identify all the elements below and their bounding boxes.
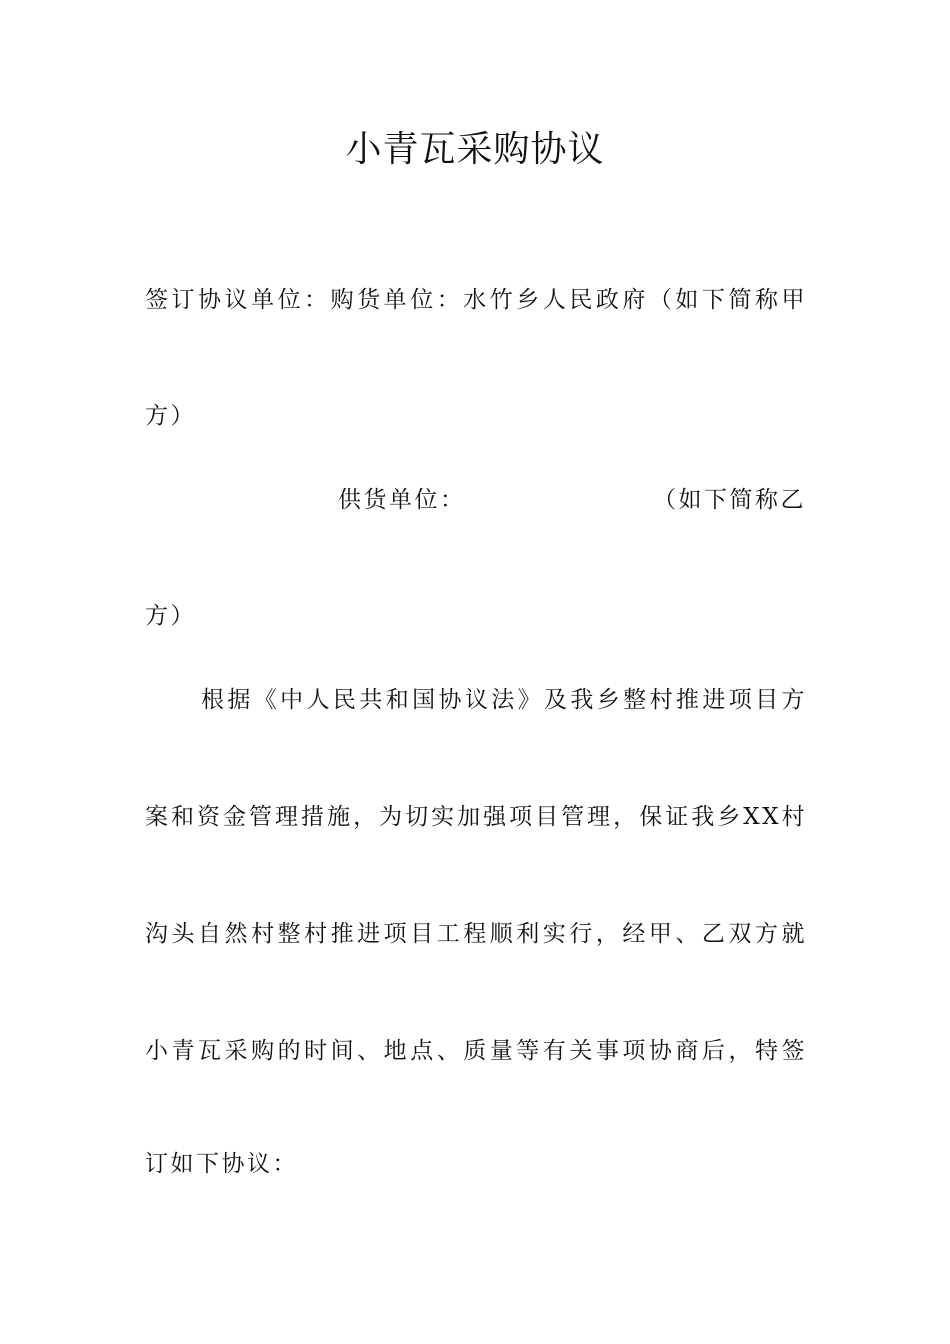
supplier-suffix: （如下简称乙: [653, 487, 806, 513]
document-title: 小青瓦采购协议: [345, 129, 605, 170]
supplier-label: 供货单位：: [338, 487, 466, 513]
text-line-parties: 签订协议单位：购货单位：水竹乡人民政府（如下简称甲: [145, 287, 807, 313]
paragraph-line-5: 订如下协议：: [145, 1151, 298, 1177]
paragraph-line-1: 根据《中人民共和国协议法》及我乡整村推进项目方: [201, 687, 807, 713]
paragraph-line-3: 沟头自然村整村推进项目工程顺利实行，经甲、乙双方就: [145, 921, 807, 947]
paragraph-line-4: 小青瓦采购的时间、地点、质量等有关事项协商后，特签: [145, 1038, 807, 1064]
text-line-party-a-end: 方）: [145, 403, 196, 429]
text-line-party-b-end: 方）: [145, 603, 196, 629]
paragraph-line-2: 案和资金管理措施，为切实加强项目管理，保证我乡XX村: [145, 804, 807, 830]
